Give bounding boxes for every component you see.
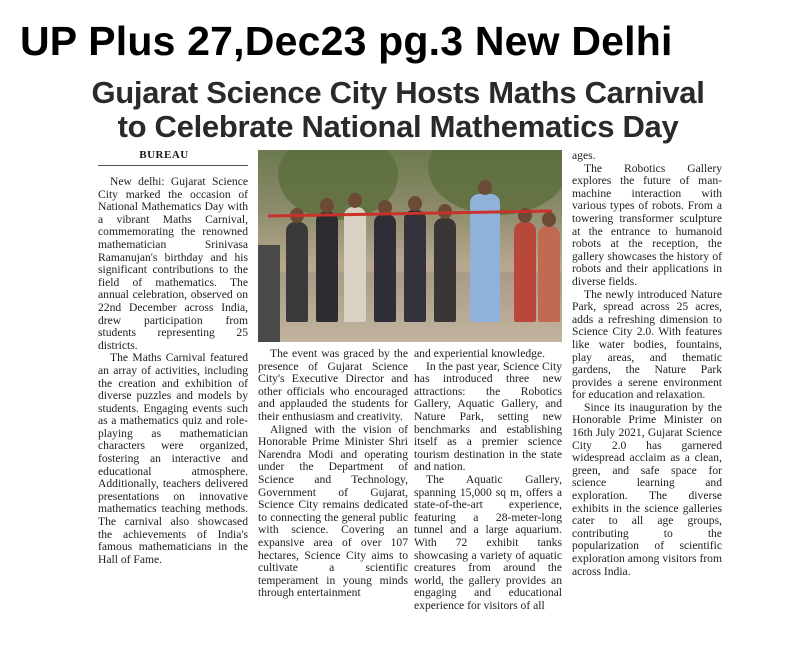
paragraph: The event was graced by the presence of Gujarat Science City's Executive Director and other officials who encouraged and applauded the students for their enthusiasm and creativity. xyxy=(258,348,408,423)
paragraph: In the past year, Science City has introduced three new attractions: the Robotics Gallery, Aquatic Gallery, and Nature Park, setting new benchmarks and establishing itself as a premier science tourism destination in the state and nation. xyxy=(414,359,562,474)
ribbon-cutting-photo xyxy=(258,150,562,342)
photo-person xyxy=(404,210,426,322)
paragraph: Since its inauguration by the Honorable Prime Minister on 16th July 2021, Gujarat Science City 2.0 has garnered widespread acclaim as a clean, green, and safe space for science learning and exploration. The diverse exhibits in the science galleries cater to all age groups, contributing to the popularization of scientific exploration among visitors from across India. xyxy=(572,400,722,578)
headline xyxy=(40,76,756,144)
paragraph: The Aquatic Gallery, spanning 15,000 sq m, offers a state-of-the-art experience, featuring a 28-meter-long tunnel and a large aquarium. With 72 exhibit tanks showcasing a variety of aquatic creatures from around the world, the gallery provides an engaging and educational experience for visitors of all xyxy=(414,472,562,612)
photo-person xyxy=(538,226,560,322)
photo-person xyxy=(316,212,338,322)
column-1 xyxy=(98,176,248,638)
column-3 xyxy=(414,348,562,640)
photo-person xyxy=(434,218,456,322)
paragraph: The newly introduced Nature Park, spread across 25 acres, adds a refreshing dimension to Science City 2.0. With features like water bodies, fountains, play areas, and thematic gardens, the Nature Park provides a serene environment for education and relaxation. xyxy=(572,287,722,402)
byline: BUREAU xyxy=(139,149,189,161)
paragraph: New delhi: Gujarat Science City marked the occasion of National Mathematics Day with a vibrant Maths Carnival, commemorating the renowned mathematician Srinivasa Ramanujan's birthday and his significant contributions to the field of mathematics. The annual celebration, observed on 22nd December across India, drew participation from students representing 25 districts. xyxy=(98,176,248,352)
photo-person xyxy=(344,207,366,322)
byline-rule xyxy=(98,165,248,166)
column-2 xyxy=(258,348,408,640)
paragraph: The Robotics Gallery explores the future of man-machine interaction with various types of robots. From a towering transformer sculpture at the entrance to humanoid robots at the reception, the gallery showcases the history of robots and their applications in diverse fields. xyxy=(572,161,722,288)
paragraph: ages. xyxy=(572,150,596,162)
source-line: UP Plus 27,Dec23 pg.3 New Delhi xyxy=(20,18,673,64)
column-4 xyxy=(572,150,722,640)
photo-person xyxy=(286,222,308,322)
headline-line-1: Gujarat Science City Hosts Maths Carnival xyxy=(91,75,705,110)
headline-line-2: to Celebrate National Mathematics Day xyxy=(117,109,679,144)
paragraph: The Maths Carnival featured an array of activities, including the creation and exhibition of diverse puzzles and models by students. Engaging events such as a mathematics quiz and role-playing as mathematician characters were organized, fostering an interactive and educational atmosphere. Additionally, teachers delivered presentations on innovative mathematics teaching methods. The carnival also showcased the achievements of India's famous mathematicians in the Hall of Fame. xyxy=(98,351,248,566)
paragraph: Aligned with the vision of Honorable Prime Minister Shri Narendra Modi and operating under the Department of Science and Technology, Government of Gujarat, Science City remains dedicated to connecting the general public with science. Covering an expansive area of over 107 hectares, Science City aims to cultivate a scientific temperament in young minds through entertainment xyxy=(258,422,408,600)
photo-pillar xyxy=(258,245,280,342)
paragraph: and experiential knowledge. xyxy=(414,348,546,360)
photo-person xyxy=(374,214,396,322)
photo-person xyxy=(514,222,536,322)
